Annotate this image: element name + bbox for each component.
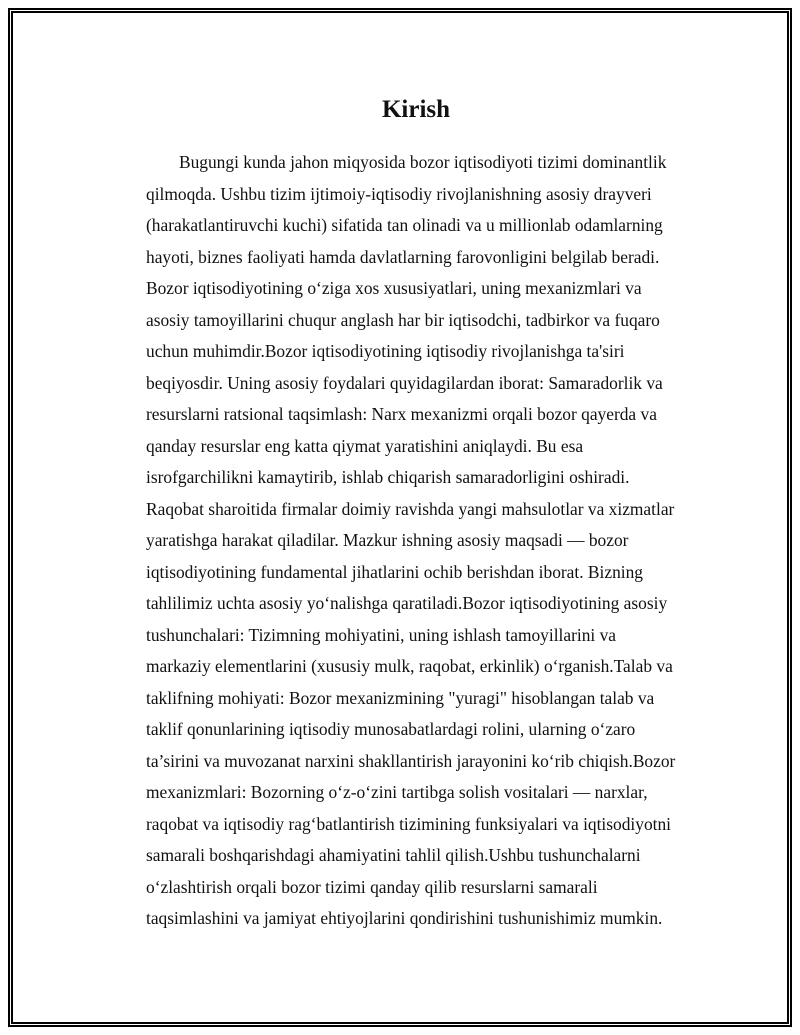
paragraph-line: asosiy tamoyillarini chuqur anglash har bir iqtisodchi, tadbirkor va fuqaro	[146, 309, 660, 330]
page-title: Kirish	[381, 96, 451, 123]
paragraph-line: mexanizmlari: Bozorning o‘z-o‘zini tartibga solish vositalari — narxlar,	[146, 782, 648, 802]
paragraph-line: raqobat va iqtisodiy rag‘batlantirish tizimining funksiyalari va iqtisodiyotni	[146, 813, 672, 834]
paragraph-line: yaratishga harakat qiladilar. Mazkur ishning asosiy maqsadi — bozor	[146, 530, 629, 550]
paragraph-line: qanday resurslar eng katta qiymat yaratishini aniqlaydi. Bu esa	[146, 435, 584, 456]
paragraph-line: beqiyosdir. Uning asosiy foydalari quyidagilardan iborat: Samaradorlik va	[146, 372, 663, 393]
paragraph-line: o‘zlashtirish orqali bozor tizimi qanday qilib resurslarni samarali	[146, 876, 598, 897]
paragraph-line: isrofgarchilikni kamaytirib, ishlab chiqarish samaradorligini oshiradi.	[146, 467, 630, 487]
paragraph-line: taklifning mohiyati: Bozor mexanizmining "yuragi" hisoblangan talab va	[146, 687, 655, 708]
paragraph-line: samarali boshqarishdagi ahamiyatini tahlil qilish.Ushbu tushunchalarni	[146, 845, 641, 865]
document-content	[146, 96, 686, 935]
paragraph-line: hayoti, biznes faoliyati hamda davlatlarning farovonligini belgilab beradi.	[146, 246, 660, 267]
paragraph-line: Bozor iqtisodiyotining o‘ziga xos xususiyatlari, uning mexanizmlari va	[146, 278, 642, 298]
paragraph-line: qilmoqda. Ushbu tizim ijtimoiy-iqtisodiy rivojlanishning asosiy drayveri	[146, 183, 652, 204]
paragraph-line: ta’sirini va muvozanat narxini shakllantirish jarayonini ko‘rib chiqish.Bozor	[146, 750, 676, 771]
paragraph-line: markaziy elementlarini (xususiy mulk, raqobat, erkinlik) o‘rganish.Talab va	[146, 656, 673, 676]
paragraph-line: tushunchalari: Tizimning mohiyatini, uning ishlash tamoyillarini va	[146, 624, 616, 645]
paragraph-line: tahlilimiz uchta asosiy yo‘nalishga qaratiladi.Bozor iqtisodiyotining asosiy	[146, 593, 668, 613]
paragraph-line: resurslarni ratsional taqsimlash: Narx mexanizmi orqali bozor qayerda va	[146, 404, 657, 424]
paragraph-line: Raqobat sharoitida firmalar doimiy ravishda yangi mahsulotlar va xizmatlar	[146, 498, 675, 519]
paragraph-line: Bugungi kunda jahon miqyosida bozor iqtisodiyoti tizimi dominantlik	[179, 152, 667, 172]
body-paragraph	[146, 147, 686, 935]
paragraph-line: uchun muhimdir.Bozor iqtisodiyotining iqtisodiy rivojlanishga ta'siri	[146, 341, 625, 361]
paragraph-line: taklif qonunlarining iqtisodiy munosabatlardagi rolini, ularning o‘zaro	[146, 719, 636, 739]
paragraph-line: taqsimlashini va jamiyat ehtiyojlarini qondirishini tushunishimiz mumkin.	[146, 908, 663, 928]
paragraph-line: iqtisodiyotining fundamental jihatlarini ochib berishdan iborat. Bizning	[146, 561, 643, 582]
paragraph-line: (harakatlantiruvchi kuchi) sifatida tan olinadi va u millionlab odamlarning	[146, 215, 663, 235]
